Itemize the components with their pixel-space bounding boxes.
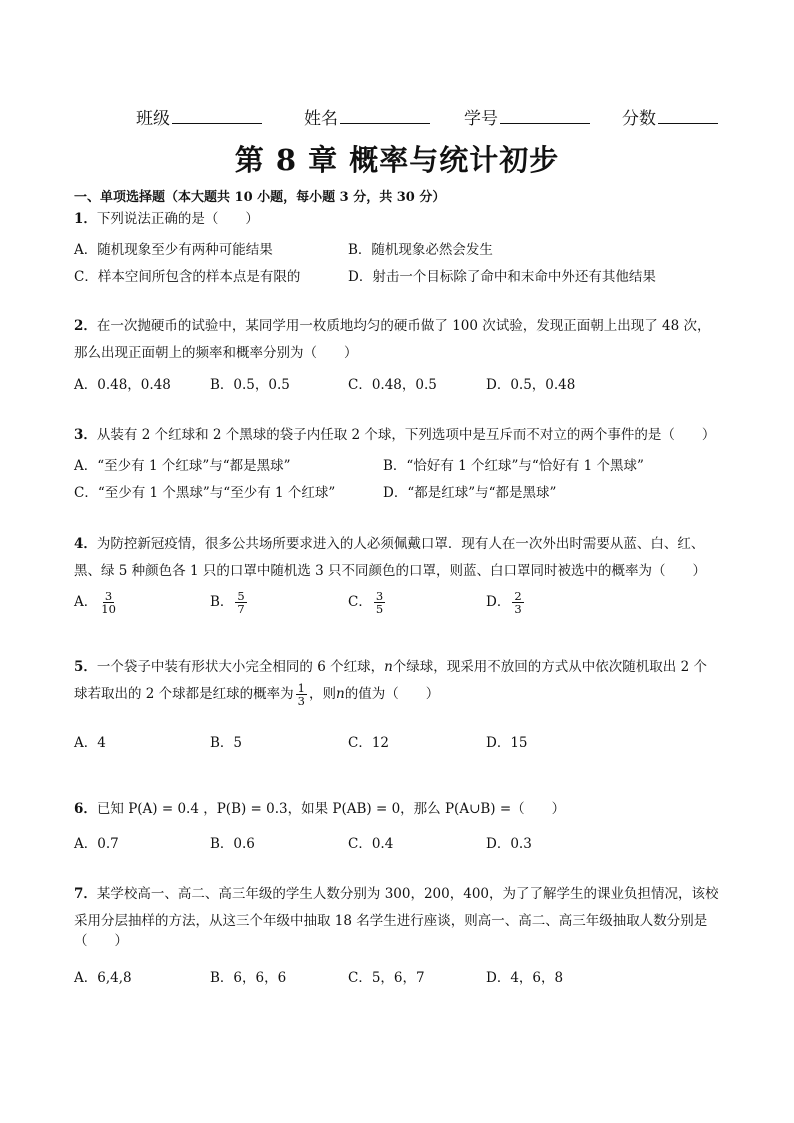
class-blank[interactable] — [172, 105, 262, 124]
option-d[interactable]: D．0.3 — [486, 836, 532, 852]
option-c[interactable]: C．0.4 — [348, 836, 394, 852]
option-a[interactable]: A．6,4,8 — [74, 970, 132, 986]
question-3: 3．从装有 2 个红球和 2 个黑球的袋子内任取 2 个球，下列选项中是互斥而不对立的两个事件的是（ ） — [74, 427, 716, 443]
student-id-field[interactable]: 学号 — [464, 104, 590, 129]
question-5: 5．一个袋子中装有形状大小完全相同的 6 个红球，n个绿球，现采用不放回的方式从中依次随机取出 2 个 球若取出的 2 个球都是红球的概率为 $\frac{1}{3}$ ，则n的值为（ ） — [74, 659, 707, 708]
option-c[interactable]: C．样本空间所包含的样本点是有限的 — [74, 269, 301, 285]
option-a[interactable]: A．4 — [74, 735, 106, 751]
question-1-options-row2 — [74, 265, 734, 285]
fraction: $\frac{5}{7}$ — [237, 589, 245, 616]
option-d[interactable]: D．15 — [486, 735, 528, 751]
option-b[interactable]: B．“恰好有 1 个红球”与“恰好有 1 个黑球” — [383, 458, 644, 474]
option-c[interactable]: C．“至少有 1 个黑球”与“至少有 1 个红球” — [74, 485, 336, 501]
question-7: 7．某学校高一、高二、高三年级的学生人数分别为 300，200，400，为了了解学生的课业负担情况，该校 采用分层抽样的方法，从这三个年级中抽取 18 名学生进行座谈，则高一、高二、高三年级抽取人数分别是 （ ） — [74, 886, 719, 949]
option-a[interactable]: A．0.48，0.48 — [74, 377, 171, 393]
question-6-options — [74, 832, 734, 852]
option-b[interactable]: B．0.6 — [210, 836, 255, 852]
question-6: 6．已知 P(A) = 0.4 ，P(B) = 0.3，如果 P(AB) = 0，那么 P(A∪B) =（ ） — [74, 801, 566, 817]
option-d[interactable]: D． $\frac{2}{3}$ — [486, 589, 522, 616]
fraction: $\frac{2}{3}$ — [514, 589, 522, 616]
question-3-options-row1 — [74, 454, 734, 474]
option-c[interactable]: C．12 — [348, 735, 390, 751]
option-b[interactable]: B．5 — [210, 735, 243, 751]
option-b[interactable]: B．0.5，0.5 — [210, 377, 290, 393]
question-4-options — [74, 590, 734, 622]
option-b[interactable]: B． $\frac{5}{7}$ — [210, 589, 245, 616]
question-2: 2．在一次抛硬币的试验中，某同学用一枚质地均匀的硬币做了 100 次试验，发现正面朝上出现了 48 次， 那么出现正面朝上的频率和概率分别为（ ） — [74, 318, 711, 361]
score-field[interactable]: 分数 — [622, 104, 718, 129]
option-b[interactable]: B．随机现象必然会发生 — [348, 242, 493, 258]
option-b[interactable]: B．6，6，6 — [210, 970, 287, 986]
question-1: 1．下列说法正确的是（ ） — [74, 211, 259, 227]
option-c[interactable]: C．0.48，0.5 — [348, 377, 437, 393]
student-info-header — [0, 104, 794, 128]
question-5-options — [74, 731, 734, 751]
score-blank[interactable] — [658, 105, 718, 124]
option-a[interactable]: A． $\frac{3}{10}$ — [74, 589, 116, 616]
fraction: $\frac{3}{5}$ — [375, 589, 384, 616]
option-d[interactable]: D．“都是红球”与“都是黑球” — [383, 485, 557, 501]
question-3-options-row2 — [74, 481, 734, 501]
option-d[interactable]: D．射击一个目标除了命中和末命中外还有其他结果 — [348, 269, 656, 285]
option-a[interactable]: A．0.7 — [74, 836, 119, 852]
name-blank[interactable] — [340, 105, 430, 124]
option-c[interactable]: C． $\frac{3}{5}$ — [348, 589, 384, 616]
section-title: 一、单项选择题（本大题共 10 小题，每小题 3 分，共 30 分） — [74, 190, 446, 205]
question-4: 4．为防控新冠疫情，很多公共场所要求进入的人必须佩戴口罩．现有人在一次外出时需要从蓝、白、红、 黑、绿 5 种颜色各 1 只的口罩中随机选 3 只不同颜色的口罩，则蓝、白口罩同时被选中的概率为（ ） — [74, 536, 707, 579]
option-d[interactable]: D．0.5，0.48 — [486, 377, 576, 393]
question-2-options — [74, 373, 734, 393]
fraction: $\frac{3}{10}$ — [101, 589, 116, 616]
id-blank[interactable] — [500, 105, 590, 124]
option-d[interactable]: D．4，6，8 — [486, 970, 564, 986]
name-field[interactable]: 姓名 — [304, 104, 430, 129]
option-a[interactable]: A．随机现象至少有两种可能结果 — [74, 242, 273, 258]
class-field[interactable]: 班级 — [136, 104, 262, 129]
fraction: $\frac{1}{3}$ — [297, 681, 305, 708]
option-a[interactable]: A．“至少有 1 个红球”与“都是黑球” — [74, 458, 291, 474]
question-1-options-row1 — [74, 238, 734, 258]
question-7-options — [74, 966, 734, 986]
option-c[interactable]: C．5，6，7 — [348, 970, 425, 986]
page-title: 第 8 章 概率与统计初步 — [234, 143, 560, 177]
